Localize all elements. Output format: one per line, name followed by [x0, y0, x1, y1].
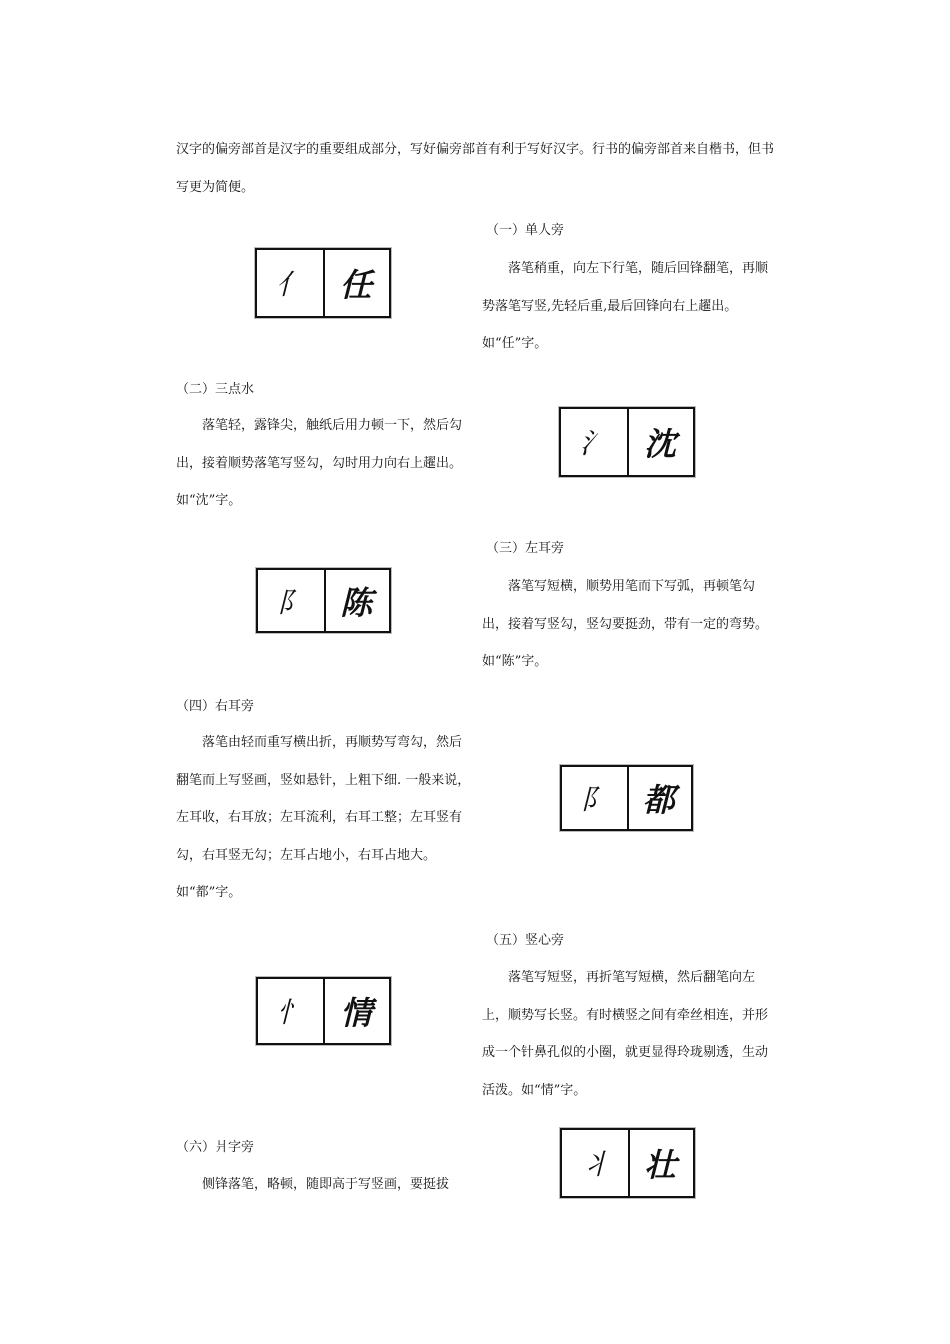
calligraphy-example-1 [255, 248, 391, 318]
section-6-heading: （六）爿字旁 [176, 1140, 255, 1155]
section-5-heading: （五）竖心旁 [486, 933, 565, 948]
calligraphy-example-6 [560, 1128, 695, 1198]
section-5-body: 落笔写短竖，再折笔写短横，然后翻笔向左上，顺势写长竖。有时横竖之间有牵丝相连，并形成一个针鼻孔似的小圈，就更显得玲珑剔透，生动活泼。如“情”字。 [482, 970, 769, 1098]
radical-glyph: 亻 [275, 268, 304, 301]
section-6-body: 侧锋落笔，略顿，随即高于写竖画，要挺拔 [202, 1177, 450, 1192]
section-3-heading: （三）左耳旁 [486, 541, 565, 556]
example-char-glyph: 沈 [643, 425, 676, 463]
section-2-body: 落笔轻，露锋尖，触纸后用力顿一下，然后勾出，接着顺势落笔写竖勾，勾时用力向右上趯出。如“沈”字。 [176, 418, 463, 508]
calligraphy-example-3 [256, 568, 391, 633]
radical-glyph: 阝 [276, 585, 305, 619]
example-char-glyph: 情 [340, 994, 373, 1032]
section-4-heading: （四）右耳旁 [176, 699, 255, 714]
intro-paragraph: 汉字的偏旁部首是汉字的重要组成部分，写好偏旁部首有利于写好汉字。行书的偏旁部首来自楷书，但书写更为简便。 [176, 142, 775, 195]
example-char-glyph: 陈 [340, 583, 373, 622]
radical-glyph: 丬 [580, 1148, 609, 1181]
example-char-glyph: 都 [642, 781, 675, 819]
section-1-heading: （一）单人旁 [486, 223, 565, 238]
section-4-body: 落笔由轻而重写横出折，再顺势写弯勾，然后翻笔而上写竖画，竖如悬针，上粗下细. 一般来说，左耳收，右耳放；左耳流利，右耳工整；左耳竖有勾，右耳竖无勾；左耳占地小，右耳占地大。如“都”字。 [176, 735, 471, 900]
radical-glyph: 忄 [276, 996, 305, 1029]
example-char-glyph: 任 [339, 266, 372, 304]
section-1-body: 落笔稍重，向左下行笔，随后回锋翻笔，再顺势落笔写竖,先轻后重,最后回锋向右上趯出。如“任”字。 [482, 261, 769, 351]
calligraphy-example-4 [560, 765, 693, 831]
section-3-body: 落笔写短横，顺势用笔而下写弧，再顿笔勾出，接着写竖勾，竖勾要挺劲，带有一定的弯势。如“陈”字。 [482, 579, 769, 669]
example-char-glyph: 壮 [644, 1146, 677, 1184]
section-2-heading: （二）三点水 [176, 382, 255, 397]
radical-glyph: 阝 [580, 783, 609, 816]
calligraphy-example-5 [256, 977, 391, 1045]
radical-glyph: 氵 [579, 427, 608, 460]
calligraphy-example-2 [559, 407, 695, 477]
